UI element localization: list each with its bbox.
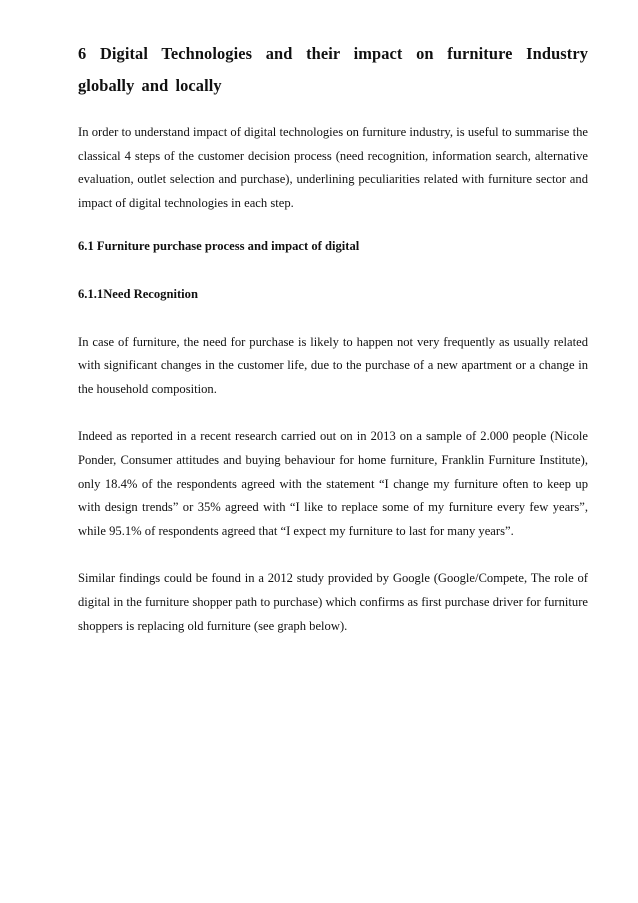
paragraph-google-study: Similar findings could be found in a 2012 study provided by Google (Google/Compete, The role of digital in the furniture shopper path to purchase) which confirms as first purchase driver for furniture shoppers is replacing old furniture (see graph below). — [78, 571, 588, 633]
intro-paragraph: In order to understand impact of digital technologies on furniture industry, is useful to summarise the classical 4 steps of the customer decision process (need recognition, information search, alternative evaluation, outlet selection and purchase), underlining peculiarities related with furniture sector and impact of digital technologies in each step. — [78, 125, 588, 210]
paragraph-research-findings: Indeed as reported in a recent research carried out on in 2013 on a sample of 2.000 people (Nicole Ponder, Consumer attitudes and buying behaviour for home furniture, Franklin Furniture Institute), only 18.4% of the respondents agreed with the statement “I change my furniture often to keep up with design trends” or 35% agreed with “I like to replace some of my furniture every few years”, while 95.1% of respondents agreed that “I expect my furniture to last for many years”. — [78, 429, 588, 538]
spacer — [78, 307, 588, 331]
spacer — [78, 259, 588, 283]
subsection-heading: 6.1.1Need Recognition — [78, 286, 198, 301]
section-heading: 6.1 Furniture purchase process and impact of digital — [78, 239, 360, 254]
document-page — [78, 38, 588, 638]
paragraph-need-frequency: In case of furniture, the need for purchase is likely to happen not very frequently as usually related with significant changes in the customer life, due to the purchase of a new apartment or a change in the household composition. — [78, 334, 588, 396]
spacer — [78, 102, 588, 121]
spacer — [78, 543, 588, 567]
chapter-heading: 6 Digital Technologies and their impact on furniture Industry globally and locally — [78, 44, 588, 95]
spacer — [78, 215, 588, 235]
spacer — [78, 401, 588, 425]
